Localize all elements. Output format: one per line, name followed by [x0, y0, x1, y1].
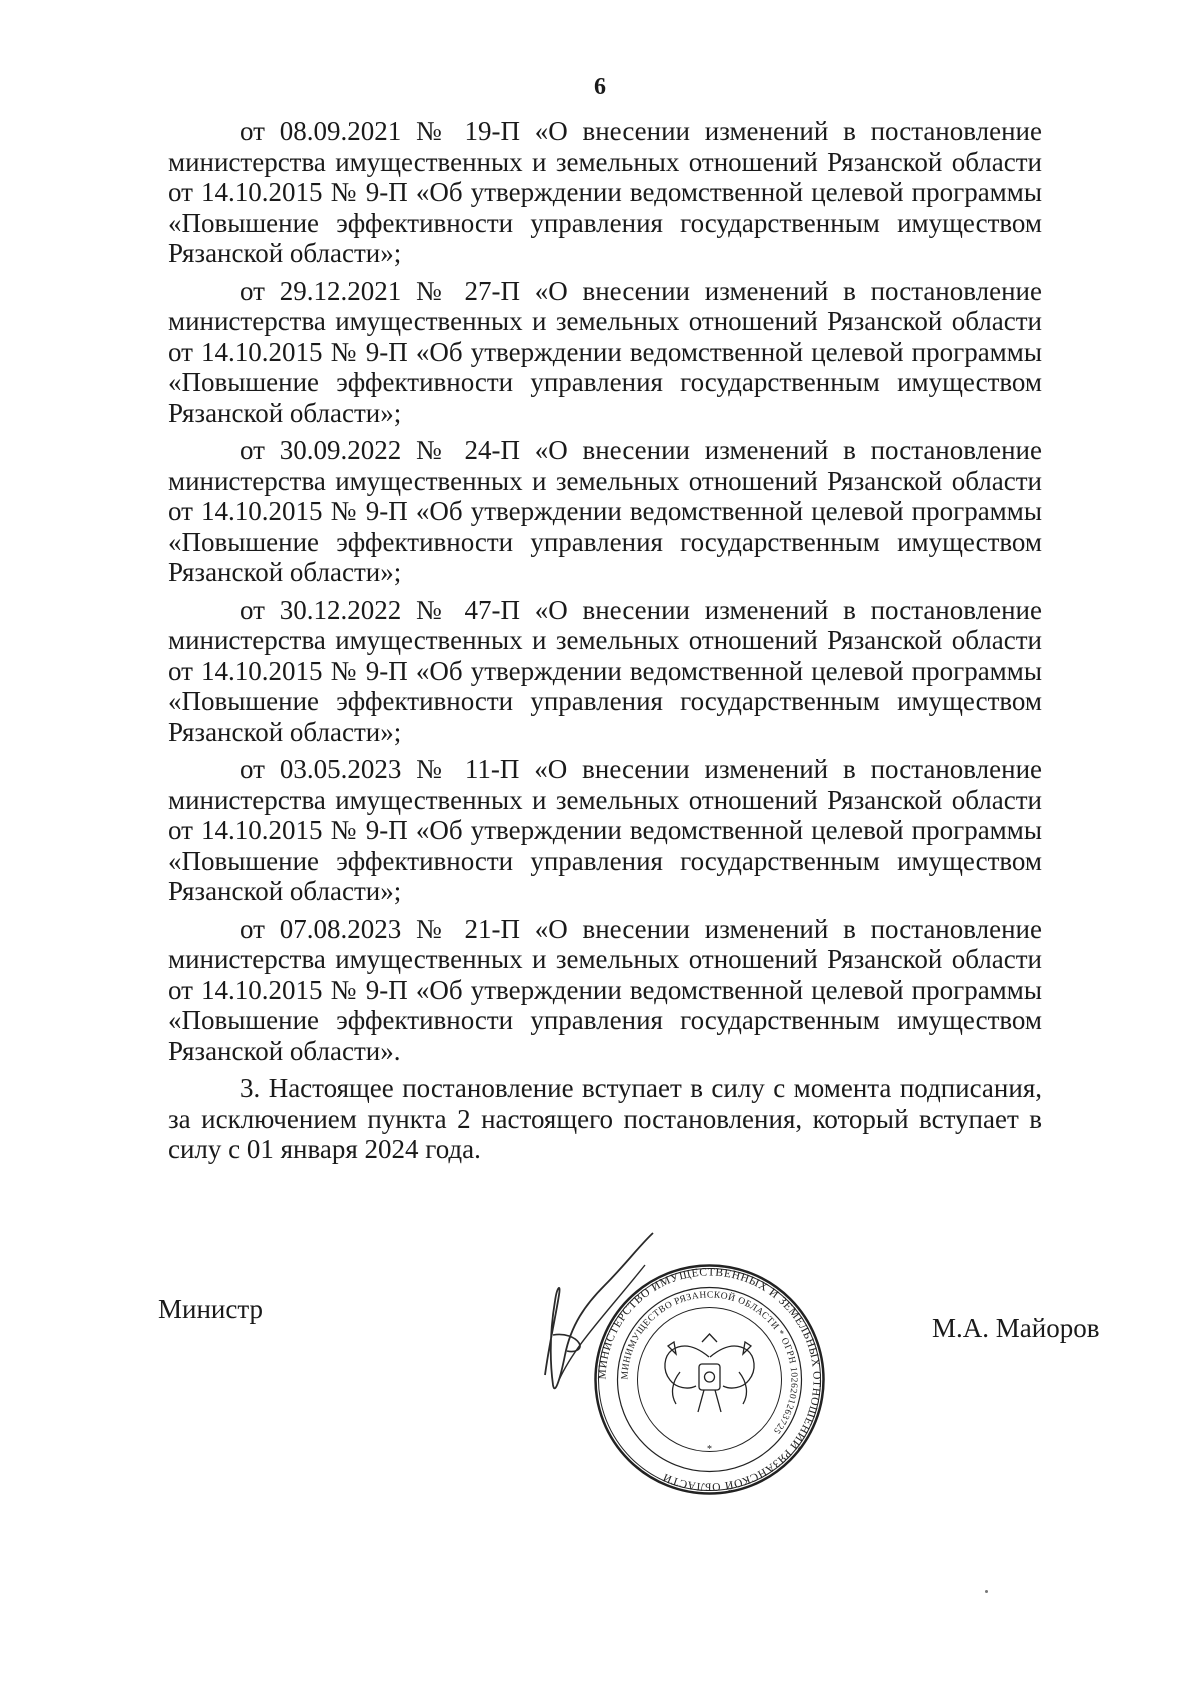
signatory-position: Министр	[158, 1294, 263, 1324]
official-seal	[592, 1262, 827, 1497]
amendment-paragraph: от 30.09.2022 № 24-П «О внесении изменений в постановление министерства имущественных и земельных отношений Рязанской области от 14.10.2015 № 9-П «Об утверждении ведомственной целевой программы «Повышение эффективности управления государственным имуществом Рязанской области»;	[168, 435, 1042, 587]
amendment-paragraph: от 03.05.2023 № 11-П «О внесении изменений в постановление министерства имущественных и земельных отношений Рязанской области от 14.10.2015 № 9-П «Об утверждении ведомственной целевой программы «Повышение эффективности управления государственным имуществом Рязанской области»;	[168, 754, 1042, 906]
seal-inner-text: МИНИМУЩЕСТВО РЯЗАНСКОЙ ОБЛАСТИ * ОГРН 1026201263725	[620, 1290, 799, 1436]
document-body	[168, 116, 1042, 1172]
svg-text:*: *	[707, 1444, 712, 1455]
amendment-paragraph: от 29.12.2021 № 27-П «О внесении изменений в постановление министерства имущественных и земельных отношений Рязанской области от 14.10.2015 № 9-П «Об утверждении ведомственной целевой программы «Повышение эффективности управления государственным имуществом Рязанской области»;	[168, 275, 1042, 428]
seal-outer-text: МИНИСТЕРСТВО ИМУЩЕСТВЕННЫХ И ЗЕМЕЛЬНЫХ ОТНОШЕНИЙ РЯЗАНСКОЙ ОБЛАСТИ	[596, 1266, 823, 1493]
scan-speck	[985, 1590, 988, 1593]
amendment-paragraph: от 08.09.2021 № 19-П «О внесении изменений в постановление министерства имущественных и земельных отношений Рязанской области от 14.10.2015 № 9-П «Об утверждении ведомственной целевой программы «Повышение эффективности управления государственным имуществом Рязанской области»;	[168, 116, 1042, 268]
double-headed-eagle-icon	[665, 1334, 754, 1412]
amendment-paragraph: от 07.08.2023 № 21-П «О внесении изменений в постановление министерства имущественных и земельных отношений Рязанской области от 14.10.2015 № 9-П «Об утверждении ведомственной целевой программы «Повышение эффективности управления государственным имуществом Рязанской области».	[168, 913, 1042, 1066]
signatory-name: М.А. Майоров	[932, 1313, 1100, 1343]
effective-date-paragraph: 3. Настоящее постановление вступает в силу с момента подписания, за исключением пункта 2 настоящего постановления, который вступает в силу с 01 января 2024 года.	[168, 1073, 1042, 1164]
page-number: 6	[594, 74, 606, 100]
amendment-paragraph: от 30.12.2022 № 47-П «О внесении изменений в постановление министерства имущественных и земельных отношений Рязанской области от 14.10.2015 № 9-П «Об утверждении ведомственной целевой программы «Повышение эффективности управления государственным имуществом Рязанской области»;	[168, 594, 1042, 747]
